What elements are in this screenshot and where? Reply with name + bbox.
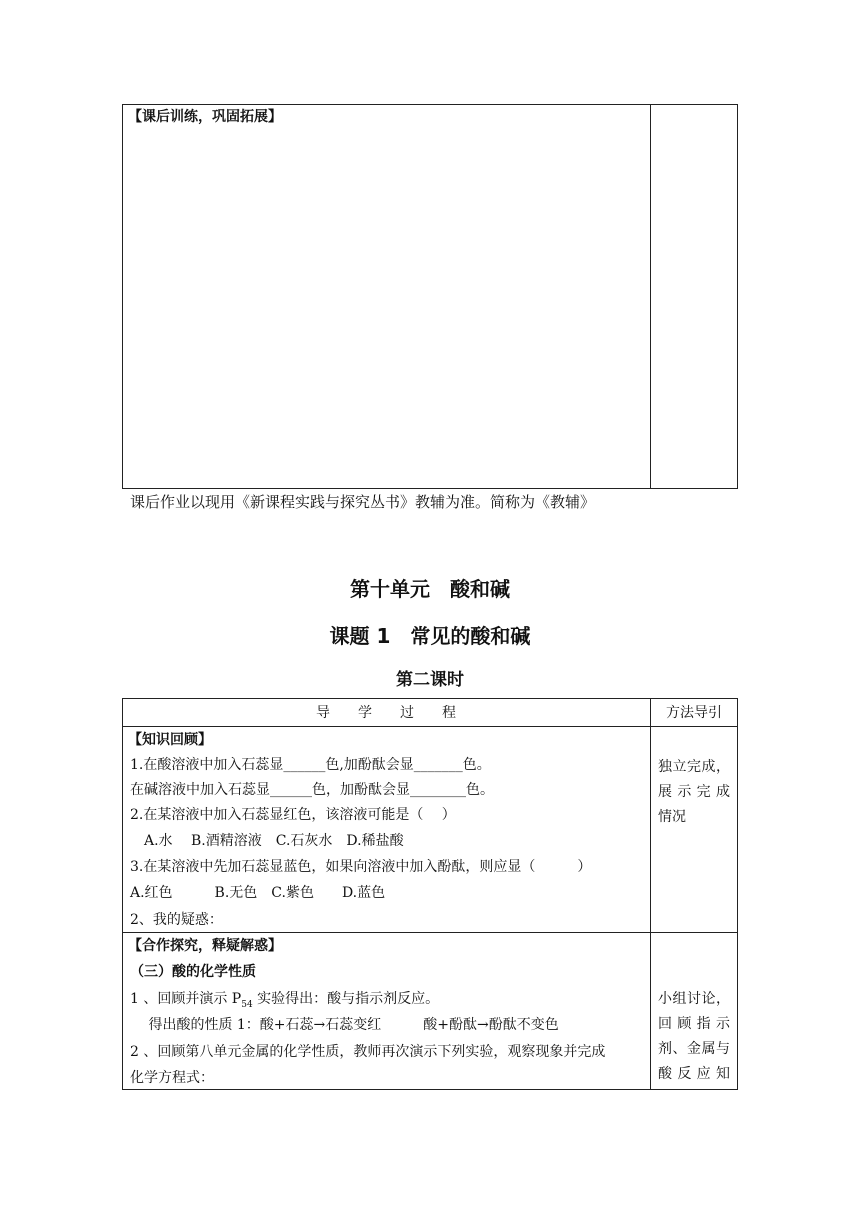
homework-note: 课后作业以现用《新课程实践与探究丛书》教辅为准。简称为《教辅》 — [130, 493, 596, 511]
review-line: 1.在酸溶液中加入石蕊显______色,加酚酞会显_______色。 — [130, 757, 491, 773]
explore-line: 2 、回顾第八单元金属的化学性质，教师再次演示下列实验，观察现象并完成 — [130, 1044, 606, 1060]
review-method-line: 独立完成， — [658, 759, 730, 775]
explore-line — [130, 990, 439, 1014]
explore-line: 化学方程式： — [130, 1070, 214, 1086]
review-line: 2.在某溶液中加入石蕊显红色，该溶液可能是（ ） — [130, 807, 456, 823]
explore-line1-post: 实验得出：酸与指示剂反应。 — [252, 991, 440, 1007]
review-row-divider — [122, 932, 738, 933]
explore-method-line: 剂、金属与 — [658, 1041, 730, 1057]
explore-line1-sub: 54 — [241, 999, 253, 1010]
review-heading: 【知识回顾】 — [128, 732, 212, 748]
homework-table-divider — [650, 104, 651, 489]
lesson-table-divider — [650, 698, 651, 1090]
review-line: A.红色 B.无色 C.紫色 D.蓝色 — [130, 885, 386, 901]
explore-method — [658, 987, 730, 1087]
explore-heading: 【合作探究，释疑解惑】 — [128, 938, 282, 954]
session-title: 第二课时 — [396, 670, 464, 690]
explore-method-line: 酸 反 应 知 — [658, 1066, 730, 1082]
explore-line: 得出酸的性质 1：酸+石蕊→石蕊变红 酸+酚酞→酚酞不变色 — [130, 1017, 559, 1033]
header-method: 方法导引 — [666, 705, 722, 721]
review-line: 2、我的疑惑： — [130, 912, 223, 928]
header-process: 导 学 过 程 — [316, 705, 456, 721]
review-line: 在碱溶液中加入石蕊显______色，加酚酞会显________色。 — [130, 782, 494, 798]
review-method-line: 展 示 完 成 — [658, 784, 730, 800]
homework-heading: 【课后训练，巩固拓展】 — [128, 109, 282, 125]
lesson-title: 课题 1 常见的酸和碱 — [329, 624, 531, 648]
header-row-divider — [122, 726, 738, 727]
explore-method-line: 小组讨论， — [658, 991, 730, 1007]
review-line: A.水 B.酒精溶液 C.石灰水 D.稀盐酸 — [130, 833, 404, 849]
review-method — [658, 755, 730, 830]
review-method-line: 情况 — [658, 809, 686, 825]
explore-subheading: （三）酸的化学性质 — [130, 964, 256, 980]
explore-method-line: 回 顾 指 示 — [658, 1016, 730, 1032]
explore-line1-pre: 1 、回顾并演示 P — [130, 991, 242, 1007]
review-line: 3.在某溶液中先加石蕊显蓝色，如果向溶液中加入酚酞，则应显（ ） — [130, 859, 592, 875]
homework-table — [122, 104, 738, 489]
unit-title: 第十单元 酸和碱 — [350, 577, 510, 601]
